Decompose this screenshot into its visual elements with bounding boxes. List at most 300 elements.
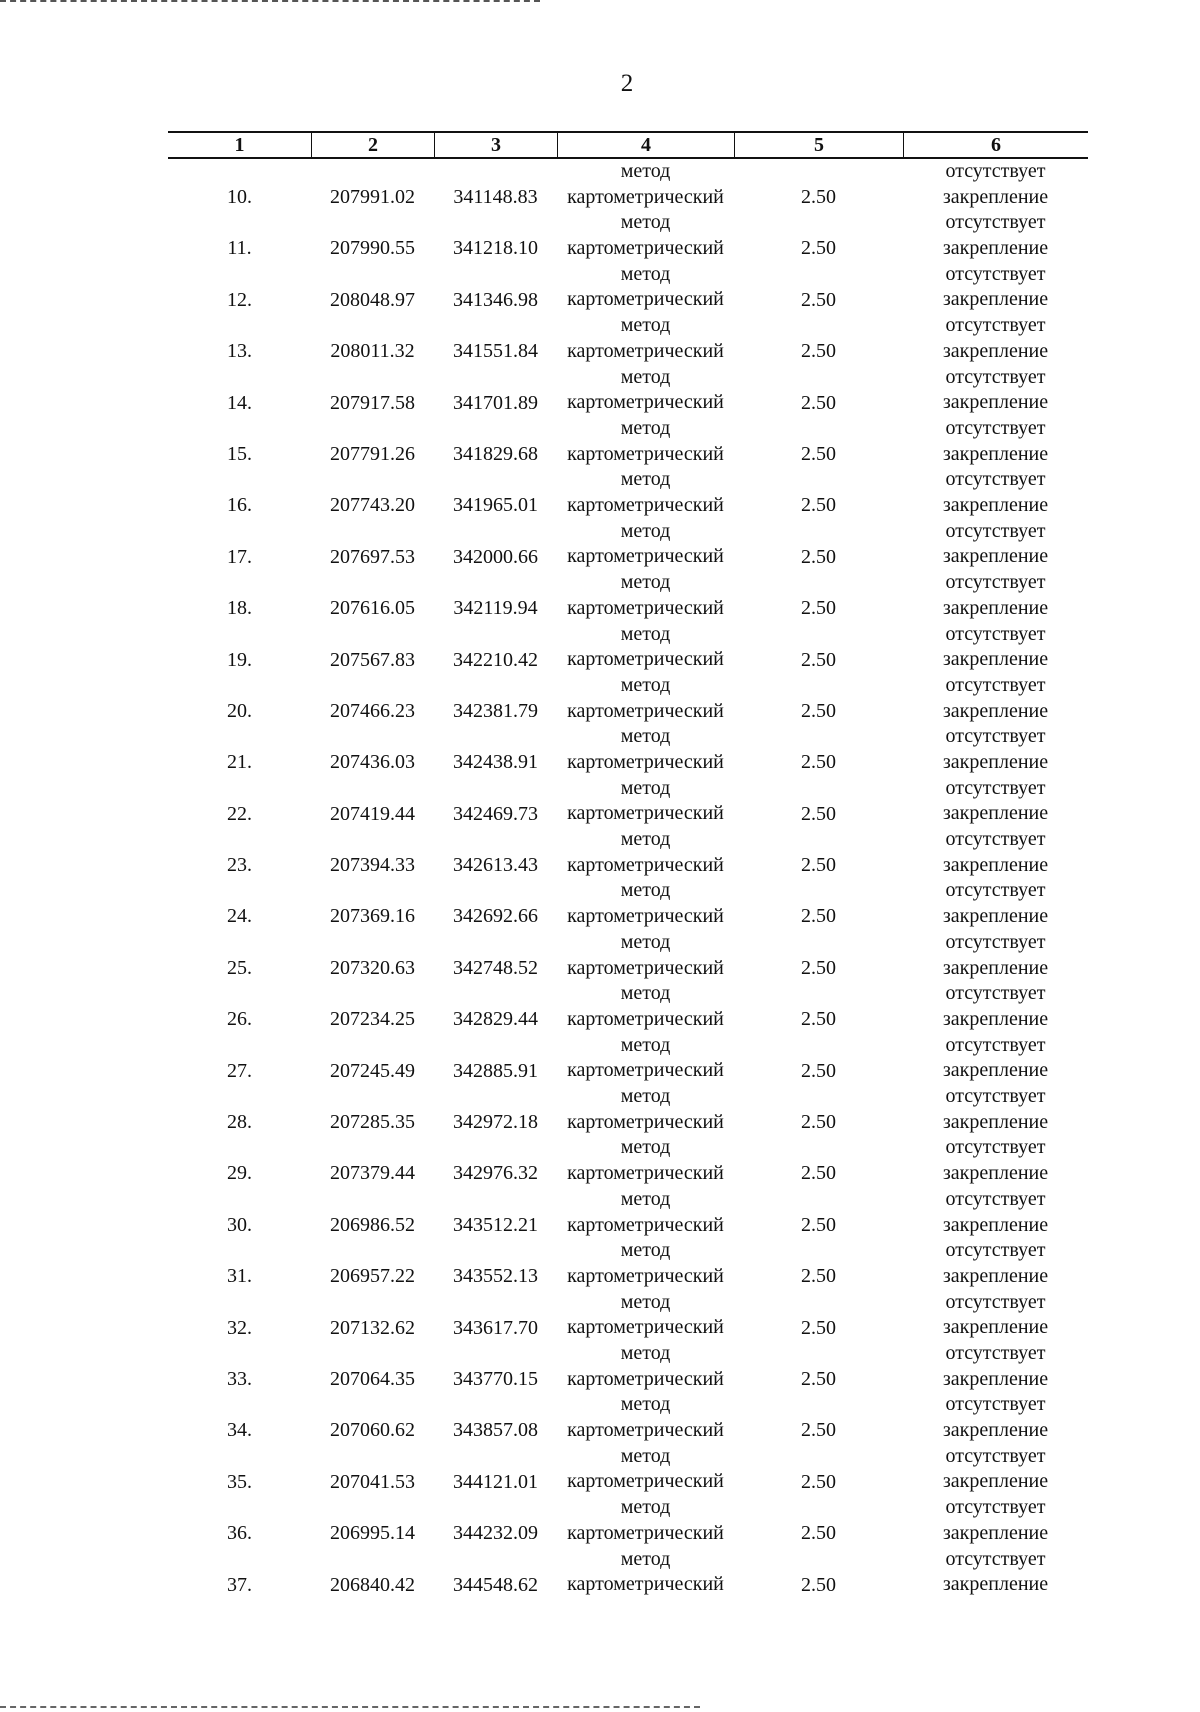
marking-cell	[903, 467, 1088, 518]
table-row	[168, 930, 1088, 981]
method-cell	[557, 416, 734, 467]
point-number: 31.	[227, 1265, 252, 1288]
coordinate-y: 342613.43	[453, 854, 538, 877]
marking-cell-line2: закрепление	[942, 1213, 1049, 1236]
table-row	[168, 313, 1088, 364]
coordinate-y: 342692.66	[453, 905, 538, 928]
marking-cell-line1: отсутствует	[945, 828, 1046, 851]
coordinate-y: 341148.83	[453, 186, 538, 208]
accuracy-value: 2.50	[801, 545, 836, 568]
accuracy-value: 2.50	[801, 288, 836, 311]
coordinate-y: 342000.66	[453, 545, 538, 568]
accuracy-value: 2.50	[801, 699, 836, 722]
coordinate-y: 342885.91	[453, 1059, 538, 1082]
marking-cell	[903, 1444, 1088, 1495]
method-cell-line2: картометрический	[567, 1367, 724, 1390]
method-cell-line2: картометрический	[567, 648, 724, 671]
coordinate-x: 207990.55	[330, 237, 415, 260]
coordinate-y: 342119.94	[453, 597, 538, 620]
table-row	[168, 1238, 1088, 1289]
point-number: 26.	[227, 1008, 252, 1031]
marking-cell	[903, 1341, 1088, 1392]
method-cell-line2: картометрический	[567, 905, 724, 928]
coordinate-x: 207697.53	[330, 545, 415, 568]
accuracy-value: 2.50	[801, 1367, 836, 1390]
marking-cell-line2: закрепление	[942, 596, 1049, 619]
accuracy-value: 2.50	[801, 648, 836, 671]
method-cell-line2: картометрический	[567, 1316, 724, 1339]
method-cell-line2: картометрический	[567, 545, 724, 568]
method-cell	[557, 1495, 734, 1546]
coordinate-y: 342381.79	[453, 699, 538, 722]
coordinate-x: 207436.03	[330, 751, 415, 774]
coordinate-x: 207567.83	[330, 648, 415, 671]
method-cell-line1: метод	[620, 1136, 671, 1159]
point-number: 15.	[227, 442, 252, 465]
method-cell-line1: метод	[620, 571, 671, 594]
coordinate-y: 341701.89	[453, 391, 538, 414]
point-number: 23.	[227, 854, 252, 877]
point-number: 18.	[227, 597, 252, 620]
column-header-3: 3	[434, 133, 557, 157]
coordinate-y: 344548.62	[453, 1573, 538, 1596]
method-cell-line2: картометрический	[567, 1573, 724, 1596]
coordinates-table	[168, 131, 1088, 1598]
marking-cell-line2: закрепление	[942, 339, 1049, 362]
coordinate-y: 343770.15	[453, 1367, 538, 1390]
accuracy-value: 2.50	[801, 237, 836, 260]
point-number: 30.	[227, 1213, 252, 1236]
coordinate-x: 207917.58	[330, 391, 415, 414]
coordinate-x: 207616.05	[330, 597, 415, 620]
method-cell-line1: метод	[620, 468, 671, 491]
table-row	[168, 673, 1088, 724]
marking-cell-line2: закрепление	[942, 1419, 1049, 1442]
method-cell-line1: метод	[620, 1393, 671, 1416]
marking-cell-line1: отсутствует	[945, 1496, 1046, 1519]
accuracy-value: 2.50	[801, 442, 836, 465]
method-cell-line1: метод	[620, 828, 671, 851]
coordinate-x: 207132.62	[330, 1316, 415, 1339]
method-cell-line1: метод	[620, 776, 671, 799]
method-cell	[557, 930, 734, 981]
column-header-2: 2	[311, 133, 434, 157]
marking-cell-line1: отсутствует	[945, 1239, 1046, 1262]
marking-cell-line2: закрепление	[942, 1316, 1049, 1339]
table-row	[168, 262, 1088, 313]
accuracy-value: 2.50	[801, 1059, 836, 1082]
method-cell	[557, 1135, 734, 1186]
marking-cell	[903, 673, 1088, 724]
method-cell	[557, 262, 734, 313]
marking-cell-line2: закрепление	[942, 288, 1049, 311]
method-cell-line1: метод	[620, 1547, 671, 1570]
method-cell-line2: картометрический	[567, 802, 724, 825]
point-number: 14.	[227, 391, 252, 414]
marking-cell-line1: отсутствует	[945, 725, 1046, 748]
point-number: 17.	[227, 545, 252, 568]
point-number: 24.	[227, 905, 252, 928]
marking-cell	[903, 776, 1088, 827]
method-cell-line1: метод	[620, 314, 671, 337]
method-cell	[557, 622, 734, 673]
point-number: 22.	[227, 802, 252, 825]
method-cell-line1: метод	[620, 879, 671, 902]
accuracy-value: 2.50	[801, 1111, 836, 1134]
method-cell-line2: картометрический	[567, 956, 724, 979]
table-row	[168, 776, 1088, 827]
marking-cell-line2: закрепление	[942, 853, 1049, 876]
marking-cell	[903, 1547, 1088, 1598]
marking-cell	[903, 827, 1088, 878]
table-row	[168, 981, 1088, 1032]
marking-cell-line1: отсутствует	[945, 519, 1046, 542]
marking-cell-line2: закрепление	[942, 1521, 1049, 1544]
table-row	[168, 1547, 1088, 1598]
point-number: 16.	[227, 494, 252, 517]
table-body	[168, 159, 1088, 1598]
marking-cell-line2: закрепление	[942, 237, 1049, 260]
marking-cell-line1: отсутствует	[945, 1187, 1046, 1210]
method-cell-line1: метод	[620, 1033, 671, 1056]
point-number: 27.	[227, 1059, 252, 1082]
marking-cell	[903, 930, 1088, 981]
coordinate-x: 207041.53	[330, 1470, 415, 1493]
coordinate-x: 207234.25	[330, 1008, 415, 1031]
coordinate-x: 207466.23	[330, 699, 415, 722]
coordinate-x: 207285.35	[330, 1111, 415, 1134]
point-number: 33.	[227, 1367, 252, 1390]
coordinate-y: 342829.44	[453, 1008, 538, 1031]
marking-cell	[903, 1290, 1088, 1341]
marking-cell-line2: закрепление	[942, 1110, 1049, 1133]
marking-cell-line1: отсутствует	[945, 1136, 1046, 1159]
method-cell-line1: метод	[620, 673, 671, 696]
method-cell-line1: метод	[620, 365, 671, 388]
method-cell	[557, 365, 734, 416]
coordinate-x: 207419.44	[330, 802, 415, 825]
accuracy-value: 2.50	[801, 1213, 836, 1236]
table-row	[168, 1187, 1088, 1238]
marking-cell-line2: закрепление	[942, 699, 1049, 722]
marking-cell	[903, 159, 1088, 210]
marking-cell-line1: отсутствует	[945, 211, 1046, 234]
coordinate-x: 207991.02	[330, 186, 415, 208]
accuracy-value: 2.50	[801, 597, 836, 620]
marking-cell	[903, 1495, 1088, 1546]
point-number: 29.	[227, 1162, 252, 1185]
page-number: 2	[620, 70, 634, 97]
table-row	[168, 467, 1088, 518]
accuracy-value: 2.50	[801, 494, 836, 517]
method-cell	[557, 981, 734, 1032]
coordinate-y: 341346.98	[453, 288, 538, 311]
method-cell-line2: картометрический	[567, 1213, 724, 1236]
marking-cell	[903, 519, 1088, 570]
method-cell-line2: картометрический	[567, 596, 724, 619]
coordinate-y: 342469.73	[453, 802, 538, 825]
coordinate-x: 206957.22	[330, 1265, 415, 1288]
table-row	[168, 1444, 1088, 1495]
coordinate-y: 342976.32	[453, 1162, 538, 1185]
point-number: 32.	[227, 1316, 252, 1339]
table-row	[168, 724, 1088, 775]
accuracy-value: 2.50	[801, 1470, 836, 1493]
method-cell	[557, 827, 734, 878]
point-number: 35.	[227, 1470, 252, 1493]
coordinate-x: 208011.32	[330, 340, 415, 363]
coordinate-y: 341218.10	[453, 237, 538, 260]
method-cell-line1: метод	[620, 211, 671, 234]
table-row	[168, 365, 1088, 416]
marking-cell	[903, 1033, 1088, 1084]
coordinate-x: 206840.42	[330, 1573, 415, 1596]
accuracy-value: 2.50	[801, 751, 836, 774]
method-cell-line1: метод	[620, 1239, 671, 1262]
marking-cell-line2: закрепление	[942, 545, 1049, 568]
method-cell-line2: картометрический	[567, 1059, 724, 1082]
point-number: 19.	[227, 648, 252, 671]
coordinate-x: 206986.52	[330, 1213, 415, 1236]
coordinate-x: 207379.44	[330, 1162, 415, 1185]
marking-cell	[903, 313, 1088, 364]
coordinate-y: 341829.68	[453, 442, 538, 465]
marking-cell-line2: закрепление	[942, 391, 1049, 414]
method-cell-line2: картометрический	[567, 237, 724, 260]
accuracy-value: 2.50	[801, 1522, 836, 1545]
coordinate-y: 342210.42	[453, 648, 538, 671]
table-row	[168, 210, 1088, 261]
point-number: 13.	[227, 340, 252, 363]
method-cell	[557, 724, 734, 775]
method-cell-line1: метод	[620, 519, 671, 542]
method-cell-line2: картометрический	[567, 339, 724, 362]
method-cell-line1: метод	[620, 622, 671, 645]
bottom-scan-edge	[0, 1706, 700, 1708]
point-number: 20.	[227, 699, 252, 722]
marking-cell-line1: отсутствует	[945, 468, 1046, 491]
method-cell-line1: метод	[620, 982, 671, 1005]
accuracy-value: 2.50	[801, 905, 836, 928]
marking-cell-line1: отсутствует	[945, 1033, 1046, 1056]
method-cell	[557, 159, 734, 210]
coordinate-x: 207064.35	[330, 1367, 415, 1390]
coordinate-x: 207743.20	[330, 494, 415, 517]
accuracy-value: 2.50	[801, 956, 836, 979]
coordinate-x: 207369.16	[330, 905, 415, 928]
table-row	[168, 570, 1088, 621]
coordinate-y: 344121.01	[453, 1470, 538, 1493]
accuracy-value: 2.50	[801, 1162, 836, 1185]
coordinate-y: 343857.08	[453, 1419, 538, 1442]
marking-cell	[903, 1238, 1088, 1289]
marking-cell-line1: отсутствует	[945, 982, 1046, 1005]
marking-cell	[903, 1187, 1088, 1238]
point-number: 28.	[227, 1111, 252, 1134]
coordinate-y: 342748.52	[453, 956, 538, 979]
method-cell-line2: картометрический	[567, 1419, 724, 1442]
marking-cell-line1: отсутствует	[945, 1393, 1046, 1416]
marking-cell-line1: отсутствует	[945, 416, 1046, 439]
accuracy-value: 2.50	[801, 340, 836, 363]
marking-cell-line2: закрепление	[942, 1573, 1049, 1596]
marking-cell-line2: закрепление	[942, 905, 1049, 928]
marking-cell-line2: закрепление	[942, 1367, 1049, 1390]
coordinate-y: 342972.18	[453, 1111, 538, 1134]
method-cell	[557, 1392, 734, 1443]
column-header-1: 1	[234, 134, 245, 156]
method-cell-line1: метод	[620, 1290, 671, 1313]
marking-cell-line1: отсутствует	[945, 1547, 1046, 1570]
marking-cell-line1: отсутствует	[945, 1085, 1046, 1108]
coordinate-x: 208048.97	[330, 288, 415, 311]
coordinate-x: 207060.62	[330, 1419, 415, 1442]
method-cell-line1: метод	[620, 1341, 671, 1364]
table-row	[168, 1033, 1088, 1084]
method-cell-line1: метод	[620, 1187, 671, 1210]
marking-cell-line2: закрепление	[942, 1007, 1049, 1030]
method-cell-line2: картометрический	[567, 391, 724, 414]
coordinate-y: 341965.01	[453, 494, 538, 517]
method-cell	[557, 467, 734, 518]
method-cell-line1: метод	[620, 1085, 671, 1108]
table-row	[168, 1392, 1088, 1443]
marking-cell-line2: закрепление	[942, 1264, 1049, 1287]
point-number: 10.	[227, 186, 252, 208]
marking-cell-line2: закрепление	[942, 1162, 1049, 1185]
method-cell	[557, 1290, 734, 1341]
method-cell	[557, 210, 734, 261]
coordinate-x: 207791.26	[330, 442, 415, 465]
marking-cell-line1: отсутствует	[945, 1341, 1046, 1364]
table-row	[168, 1495, 1088, 1546]
point-number: 37.	[227, 1573, 252, 1596]
point-number: 25.	[227, 956, 252, 979]
method-cell-line2: картометрический	[567, 853, 724, 876]
method-cell-line1: метод	[620, 930, 671, 953]
table-row	[168, 827, 1088, 878]
table-row	[168, 1135, 1088, 1186]
accuracy-value: 2.50	[801, 1008, 836, 1031]
coordinate-y: 343512.21	[453, 1213, 538, 1236]
accuracy-value: 2.50	[801, 1419, 836, 1442]
marking-cell	[903, 724, 1088, 775]
method-cell-line1: метод	[620, 1444, 671, 1467]
top-scan-edge	[0, 0, 540, 2]
method-cell-line2: картометрический	[567, 699, 724, 722]
point-number: 36.	[227, 1522, 252, 1545]
marking-cell-line1: отсутствует	[945, 1444, 1046, 1467]
marking-cell	[903, 365, 1088, 416]
coordinate-x: 206995.14	[330, 1522, 415, 1545]
method-cell	[557, 878, 734, 929]
coordinate-y: 342438.91	[453, 751, 538, 774]
marking-cell	[903, 262, 1088, 313]
table-header	[168, 131, 1088, 159]
table-row	[168, 1341, 1088, 1392]
marking-cell-line2: закрепление	[942, 802, 1049, 825]
marking-cell	[903, 878, 1088, 929]
marking-cell	[903, 1084, 1088, 1135]
marking-cell-line1: отсутствует	[945, 262, 1046, 285]
column-header-6: 6	[903, 133, 1088, 157]
table-row	[168, 159, 1088, 210]
marking-cell	[903, 1392, 1088, 1443]
table-row	[168, 519, 1088, 570]
table-row	[168, 878, 1088, 929]
method-cell-line2: картометрический	[567, 751, 724, 773]
point-number: 34.	[227, 1419, 252, 1442]
accuracy-value: 2.50	[801, 186, 836, 208]
marking-cell-line2: закрепление	[942, 185, 1049, 208]
marking-cell	[903, 416, 1088, 467]
method-cell-line1: метод	[620, 416, 671, 439]
marking-cell-line1: отсутствует	[945, 365, 1046, 388]
method-cell-line1: метод	[620, 160, 671, 182]
method-cell-line2: картометрический	[567, 1162, 724, 1185]
point-number: 21.	[227, 751, 252, 774]
accuracy-value: 2.50	[801, 1573, 836, 1596]
method-cell-line1: метод	[620, 1496, 671, 1519]
table-row	[168, 416, 1088, 467]
accuracy-value: 2.50	[801, 1316, 836, 1339]
method-cell-line2: картометрический	[567, 1521, 724, 1544]
method-cell	[557, 1238, 734, 1289]
method-cell	[557, 313, 734, 364]
marking-cell-line1: отсутствует	[945, 879, 1046, 902]
marking-cell-line2: закрепление	[942, 494, 1049, 517]
marking-cell-line2: закрепление	[942, 1470, 1049, 1493]
marking-cell-line2: закрепление	[942, 1059, 1049, 1082]
coordinate-x: 207245.49	[330, 1059, 415, 1082]
marking-cell	[903, 622, 1088, 673]
coordinate-y: 343617.70	[453, 1316, 538, 1339]
marking-cell	[903, 210, 1088, 261]
marking-cell-line1: отсутствует	[945, 1290, 1046, 1313]
marking-cell-line1: отсутствует	[945, 622, 1046, 645]
method-cell	[557, 1084, 734, 1135]
method-cell-line2: картометрический	[567, 1470, 724, 1493]
marking-cell-line2: закрепление	[942, 956, 1049, 979]
method-cell	[557, 570, 734, 621]
coordinate-x: 207320.63	[330, 956, 415, 979]
coordinate-y: 344232.09	[453, 1522, 538, 1545]
marking-cell-line1: отсутствует	[945, 673, 1046, 696]
column-header-5: 5	[734, 133, 903, 157]
marking-cell	[903, 1135, 1088, 1186]
coordinate-x: 207394.33	[330, 854, 415, 877]
method-cell-line2: картометрический	[567, 494, 724, 517]
marking-cell	[903, 981, 1088, 1032]
method-cell	[557, 1033, 734, 1084]
table-row	[168, 1084, 1088, 1135]
method-cell-line2: картометрический	[567, 1110, 724, 1133]
marking-cell-line2: закрепление	[942, 442, 1049, 465]
coordinate-y: 341551.84	[453, 340, 538, 363]
marking-cell-line1: отсутствует	[945, 776, 1046, 799]
method-cell-line2: картометрический	[567, 185, 724, 208]
marking-cell-line1: отсутствует	[945, 314, 1046, 337]
coordinate-y: 343552.13	[453, 1265, 538, 1288]
accuracy-value: 2.50	[801, 1265, 836, 1288]
point-number: 12.	[227, 288, 252, 311]
method-cell-line2: картометрический	[567, 1264, 724, 1287]
marking-cell-line1: отсутствует	[945, 160, 1046, 182]
method-cell	[557, 1187, 734, 1238]
point-number: 11.	[227, 237, 252, 260]
method-cell-line2: картометрический	[567, 288, 724, 311]
method-cell-line2: картометрический	[567, 442, 724, 465]
